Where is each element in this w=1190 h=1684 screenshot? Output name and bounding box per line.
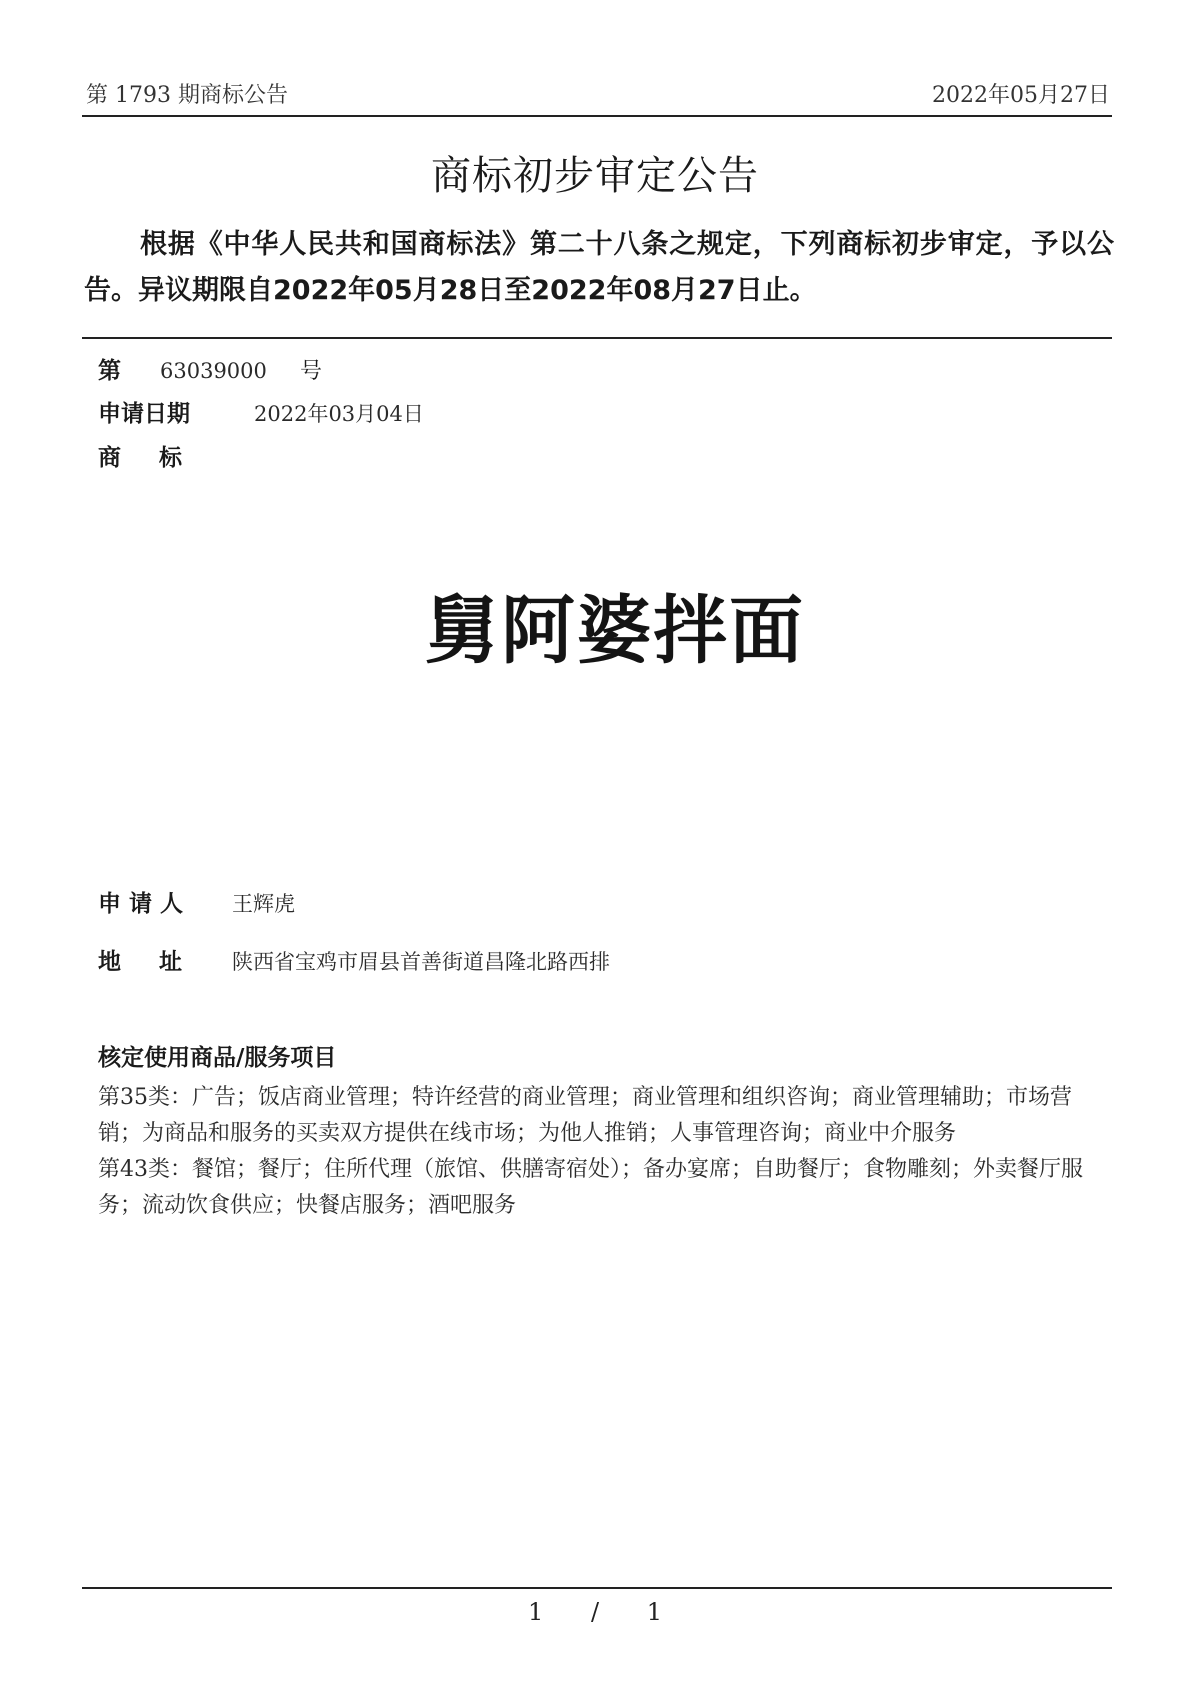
announcement-date: 2022年05月27日 [932, 83, 1110, 108]
page-indicator [0, 1598, 1190, 1626]
current-page: 1 [528, 1598, 544, 1626]
footer-divider [82, 1587, 1112, 1589]
number-label: 第 [98, 358, 121, 384]
class-43-services: 第43类：餐馆；餐厅；住所代理（旅馆、供膳寄宿处）；备办宴席；自助餐厅；食物雕刻；外卖餐厅服务；流动饮食供应；快餐店服务；酒吧服务 [98, 1157, 1083, 1218]
total-pages: 1 [646, 1598, 662, 1626]
application-date: 2022年03月04日 [254, 402, 424, 426]
registration-number-row [98, 352, 322, 385]
services-heading: 核定使用商品/服务项目 [98, 1045, 337, 1071]
services-list [98, 1080, 1110, 1224]
application-date-row [98, 395, 424, 428]
applicant-address: 陕西省宝鸡市眉县首善街道昌隆北路西排 [232, 950, 610, 974]
applicant-name: 王辉虎 [232, 892, 295, 916]
applicant-label: 申请人 [98, 891, 191, 917]
trademark-image: 舅阿婆拌面 [425, 588, 805, 674]
trademark-row [98, 439, 220, 472]
number-suffix: 号 [300, 359, 323, 384]
issue-number: 第 1793 期商标公告 [86, 83, 288, 108]
trademark-label: 商标 [98, 445, 220, 471]
applicant-row [98, 885, 295, 918]
application-date-label: 申请日期 [98, 401, 190, 427]
page-separator: / [590, 1598, 600, 1626]
header-divider [82, 115, 1112, 117]
address-label: 地址 [98, 949, 220, 975]
section-divider [82, 337, 1112, 339]
page-title: 商标初步审定公告 [431, 153, 759, 199]
class-35-services: 第35类：广告；饭店商业管理；特许经营的商业管理；商业管理和组织咨询；商业管理辅助；市场营销；为商品和服务的买卖双方提供在线市场；为他人推销；人事管理咨询；商业中介服务 [98, 1085, 1072, 1146]
address-row [98, 943, 610, 976]
registration-number: 63039000 [160, 359, 267, 383]
intro-paragraph: 根据《中华人民共和国商标法》第二十八条之规定，下列商标初步审定，予以公告。异议期限自2022年05月28日至2022年08月27日止。 [84, 229, 1114, 306]
